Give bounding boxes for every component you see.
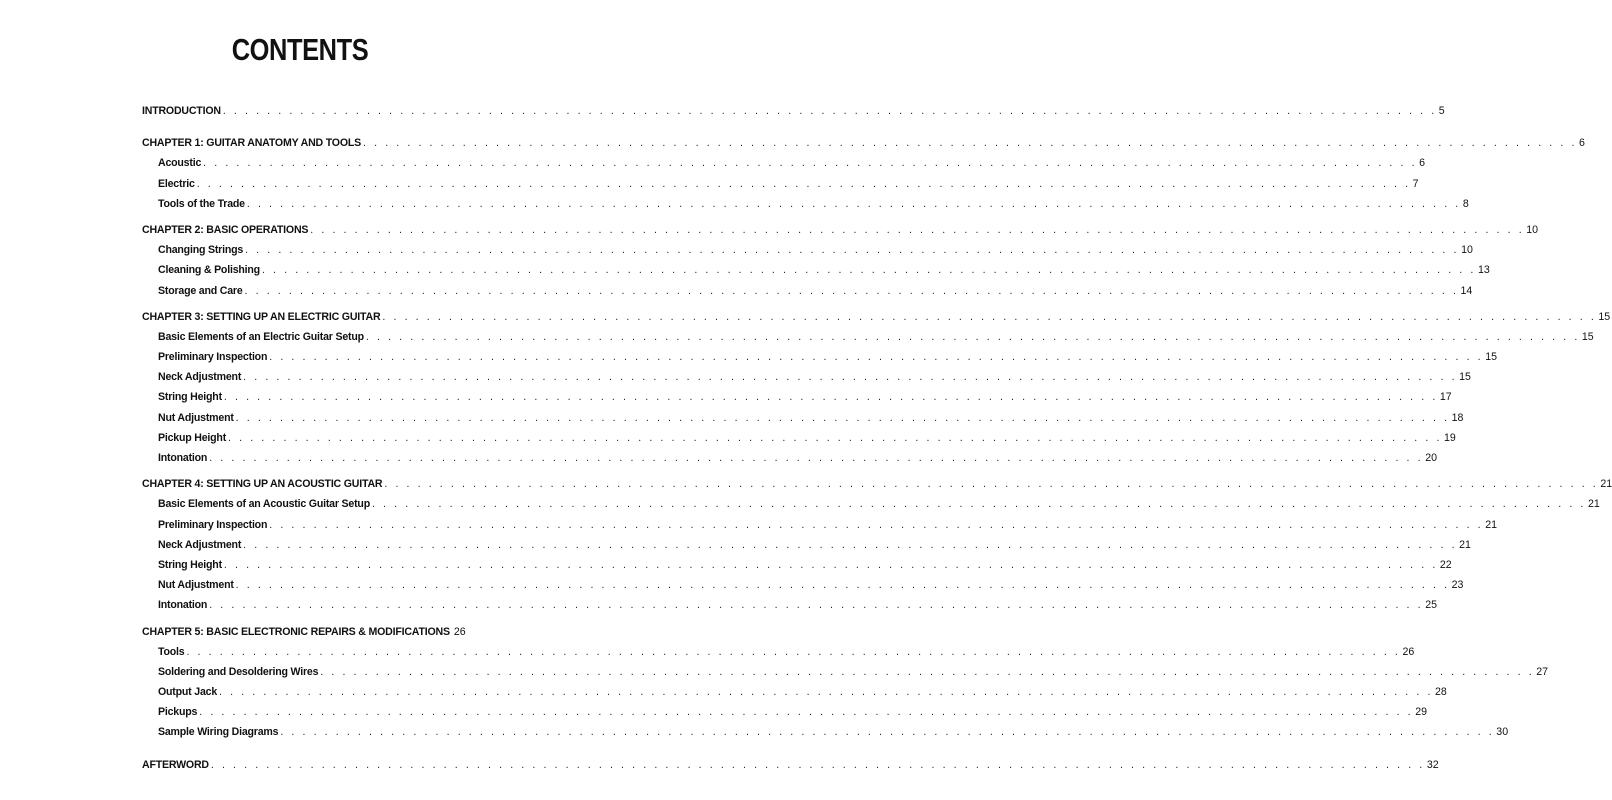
dot-leader [236, 575, 1450, 595]
dot-leader [363, 133, 1577, 153]
toc-entry-page: 5 [1438, 105, 1445, 117]
dot-leader [262, 260, 1476, 280]
dot-leader [366, 327, 1580, 347]
toc-item-page: 25 [1425, 599, 1437, 612]
toc-chapter-5[interactable] [142, 622, 466, 642]
toc-item-page: 15 [1581, 330, 1594, 343]
toc-item-label: Intonation [158, 452, 208, 464]
dot-leader [224, 555, 1438, 575]
toc-item[interactable] [142, 194, 1469, 214]
toc-item-label: Neck Adjustment [158, 371, 242, 384]
toc-section-afterword [142, 755, 1439, 775]
toc-section-chapter-4 [142, 474, 1612, 615]
toc-item-label: Electric [158, 177, 195, 190]
toc-item-label: Neck Adjustment [158, 538, 242, 551]
dot-leader [245, 281, 1459, 301]
toc-section-introduction [142, 101, 1445, 121]
toc-item-page: 21 [1587, 498, 1600, 511]
toc-item-label: Soldering and Desoldering Wires [158, 665, 319, 678]
dot-leader [245, 240, 1459, 260]
toc-item[interactable] [142, 367, 1471, 387]
toc-item[interactable] [142, 281, 1473, 301]
toc-item[interactable] [142, 662, 1549, 682]
toc-item-page: 10 [1461, 244, 1473, 257]
dot-leader [219, 682, 1433, 702]
toc-item-label: Changing Strings [158, 244, 244, 257]
toc-section-chapter-3 [142, 307, 1611, 469]
dot-leader [223, 101, 1437, 121]
toc-item[interactable] [142, 408, 1464, 428]
toc-item-page: 18 [1451, 411, 1464, 424]
toc-item-page: 13 [1477, 264, 1490, 277]
toc-item-label: Nut Adjustment [158, 411, 234, 424]
toc-item-label: Preliminary Inspection [158, 518, 268, 531]
toc-item-label: String Height [158, 558, 222, 571]
toc-item[interactable] [142, 327, 1594, 347]
toc-item[interactable] [142, 575, 1464, 595]
toc-item-page: 21 [1485, 518, 1498, 531]
toc-entry-introduction[interactable] [142, 101, 1445, 121]
toc-item[interactable] [142, 515, 1498, 535]
toc-item-page: 27 [1536, 665, 1549, 678]
toc-item-label: String Height [158, 391, 222, 404]
toc-item-page: 22 [1439, 558, 1452, 571]
dot-leader [203, 153, 1417, 173]
dot-leader [199, 702, 1413, 722]
toc-chapter-label: CHAPTER 2: BASIC OPERATIONS [142, 223, 309, 236]
toc-chapter-label: CHAPTER 4: SETTING UP AN ACOUSTIC GUITAR [142, 478, 383, 491]
toc-item[interactable] [142, 428, 1456, 448]
toc-item-label: Tools [158, 645, 185, 658]
toc-item[interactable] [142, 682, 1447, 702]
dot-leader [224, 387, 1438, 407]
dot-leader [228, 428, 1442, 448]
toc-section-chapter-5 [142, 622, 1549, 743]
toc-chapter-page: 15 [1598, 310, 1611, 323]
toc-item-label: Sample Wiring Diagrams [158, 726, 279, 739]
toc-item[interactable] [142, 535, 1471, 555]
toc-section-chapter-2 [142, 220, 1539, 301]
dot-leader [197, 174, 1411, 194]
toc-chapter-4[interactable] [142, 474, 1612, 494]
toc-chapter-page: 10 [1526, 223, 1539, 236]
toc-item-page: 7 [1412, 177, 1419, 190]
dot-leader [211, 755, 1425, 775]
dot-leader [382, 307, 1596, 327]
toc-item[interactable] [142, 702, 1428, 722]
toc-chapter-page: 26 [453, 625, 466, 638]
table-of-contents [142, 101, 1612, 781]
toc-chapter-2[interactable] [142, 220, 1539, 240]
toc-item-label: Cleaning & Polishing [158, 264, 260, 277]
toc-item[interactable] [142, 153, 1426, 173]
toc-item-page: 6 [1419, 157, 1426, 170]
page-title: CONTENTS [231, 32, 369, 67]
toc-chapter-label: CHAPTER 5: BASIC ELECTRONIC REPAIRS & MODIFICATIONS [142, 625, 450, 638]
toc-item-label: Nut Adjustment [158, 579, 234, 592]
toc-item-page: 19 [1444, 431, 1456, 444]
toc-chapter-page: 6 [1579, 137, 1585, 150]
toc-entry-afterword[interactable] [142, 755, 1439, 775]
toc-item-page: 15 [1459, 371, 1471, 384]
dot-leader [243, 535, 1457, 555]
toc-item-label: Basic Elements of an Acoustic Guitar Setup [158, 498, 370, 511]
dot-leader [186, 642, 1400, 662]
toc-item-label: Output Jack [158, 686, 218, 699]
toc-section-chapter-1 [142, 133, 1585, 214]
toc-item-page: 28 [1435, 686, 1447, 699]
toc-item[interactable] [142, 494, 1600, 514]
toc-entry-label: AFTERWORD [142, 758, 209, 771]
toc-item-page: 17 [1439, 391, 1452, 404]
dot-leader [269, 347, 1483, 367]
toc-item-page: 23 [1451, 579, 1464, 592]
toc-item[interactable] [142, 174, 1419, 194]
toc-item-label: Acoustic [158, 157, 202, 170]
toc-item-page: 14 [1460, 284, 1473, 297]
toc-item-page: 8 [1462, 197, 1469, 210]
toc-item[interactable] [142, 387, 1452, 407]
toc-item-page: 15 [1485, 351, 1498, 364]
dot-leader [310, 220, 1524, 240]
toc-item-page: 30 [1496, 726, 1509, 739]
toc-entry-page: 32 [1426, 758, 1439, 771]
toc-chapter-label: CHAPTER 3: SETTING UP AN ELECTRIC GUITAR [142, 310, 381, 323]
toc-chapter-page: 21 [1600, 478, 1612, 491]
toc-item[interactable] [142, 448, 1437, 468]
toc-item-label: Pickups [158, 706, 198, 719]
toc-item[interactable] [142, 722, 1509, 742]
dot-leader [247, 194, 1461, 214]
dot-leader [384, 474, 1598, 494]
toc-item-label: Storage and Care [158, 284, 243, 297]
dot-leader [209, 448, 1423, 468]
toc-item[interactable] [142, 555, 1452, 575]
toc-item-page: 26 [1402, 645, 1415, 658]
toc-item-label: Preliminary Inspection [158, 351, 268, 364]
toc-item-label: Tools of the Trade [158, 197, 245, 210]
toc-item-label: Basic Elements of an Electric Guitar Setup [158, 330, 364, 343]
toc-chapter-3[interactable] [142, 307, 1611, 327]
toc-item-page: 29 [1415, 706, 1428, 719]
dot-leader [280, 722, 1494, 742]
toc-chapter-1[interactable] [142, 133, 1585, 153]
toc-chapter-label: CHAPTER 1: GUITAR ANATOMY AND TOOLS [142, 137, 362, 150]
dot-leader [236, 408, 1450, 428]
dot-leader [243, 367, 1457, 387]
dot-leader [269, 515, 1483, 535]
toc-item-label: Pickup Height [158, 431, 227, 444]
toc-item[interactable] [142, 347, 1498, 367]
toc-entry-label: INTRODUCTION [142, 105, 221, 117]
dot-leader [372, 494, 1586, 514]
toc-item-page: 21 [1459, 538, 1471, 551]
toc-item-page: 20 [1425, 452, 1437, 464]
toc-item[interactable] [142, 240, 1473, 260]
toc-item[interactable] [142, 260, 1490, 280]
dot-leader [209, 595, 1423, 615]
toc-item-label: Intonation [158, 599, 208, 612]
toc-item[interactable] [142, 595, 1437, 615]
dot-leader [320, 662, 1534, 682]
toc-item[interactable] [142, 642, 1415, 662]
